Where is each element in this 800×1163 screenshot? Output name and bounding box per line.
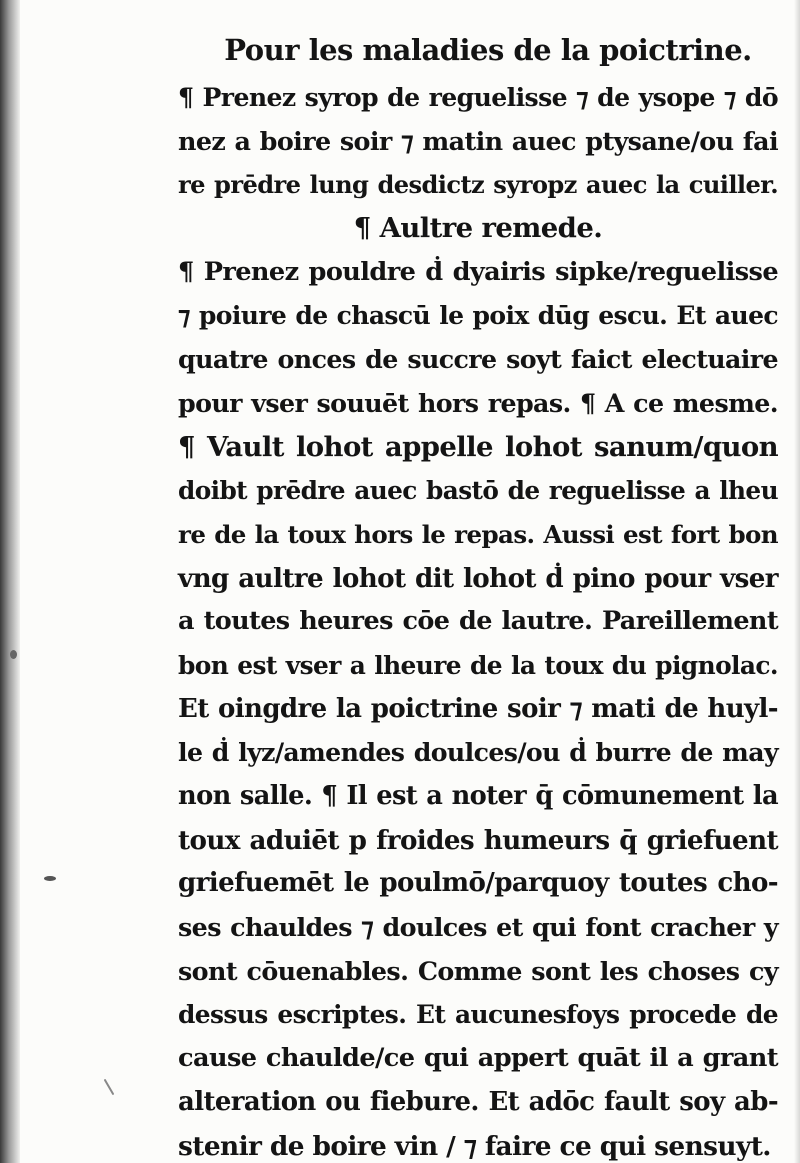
ink-speck xyxy=(104,1079,115,1096)
text-line: griefuemēt le poulmō/parquoy toutes cho- xyxy=(178,868,778,899)
text-line: nez a boire soir ⁊ matin auec ptysane/ou fai xyxy=(178,125,778,156)
text-line: cause chaulde/ce qui appert quāt il a grant xyxy=(178,1043,778,1074)
text-line: vng aultre lohot dit lohot ḋ pino pour vser xyxy=(178,562,778,594)
text-line: bon est vser a lheure de la toux du pignolac. xyxy=(178,650,778,680)
text-line: Et oingdre la poictrine soir ⁊ mati de huyl- xyxy=(178,693,778,724)
text-line: ¶ Prenez syrop de reguelisse ⁊ de ysope ⁊ dō xyxy=(178,82,778,112)
text-line: ⁊ poiure de chascū le poix dūg escu. Et auec xyxy=(178,301,778,331)
text-line: le ḋ lyz/amendes doulces/ou ḋ burre de may xyxy=(178,737,778,768)
text-line: dessus escriptes. Et aucunesfoys procede de xyxy=(178,1000,778,1030)
text-line: ¶ Prenez pouldre ḋ dyairis sipke/reguelisse xyxy=(178,256,778,287)
text-line: doibt prēdre auec bastō de reguelisse a lheu xyxy=(178,476,778,506)
text-line: ¶ Vault lohot appelle lohot sanum/quon xyxy=(178,430,778,463)
ink-speck xyxy=(44,876,56,881)
text-line: toux aduiēt p froides humeurs q̄ griefuent xyxy=(178,824,778,856)
chapter-heading: Pour les maladies de la poictrine. xyxy=(224,33,752,67)
binding-gutter-shadow xyxy=(0,0,20,1163)
page-edge xyxy=(794,0,800,1163)
ink-speck xyxy=(10,650,17,659)
text-column xyxy=(178,24,778,1163)
text-line: sont cōuenables. Comme sont les choses cy xyxy=(178,955,778,986)
text-line: re de la toux hors le repas. Aussi est fort bon xyxy=(178,519,778,549)
text-line: quatre onces de succre soyt faict electuaire xyxy=(178,344,778,375)
text-line: re prēdre lung desdictz syropz auec la cuiller. xyxy=(178,170,778,200)
text-line: stenir de boire vin / ⁊ faire ce qui sensuyt. xyxy=(178,1130,771,1162)
text-line: non salle. ¶ Il est a noter q̄ cōmunement la xyxy=(178,781,778,811)
section-heading: ¶ Aultre remede. xyxy=(353,212,603,245)
text-line: a toutes heures cōe de lautre. Pareillement xyxy=(178,606,778,637)
text-line: ses chauldes ⁊ doulces et qui font cracher y xyxy=(178,912,778,943)
text-line: pour vser souuēt hors repas. ¶ A ce mesme. xyxy=(178,387,778,418)
text-line: alteration ou fiebure. Et adōc fault soy ab- xyxy=(178,1086,778,1117)
